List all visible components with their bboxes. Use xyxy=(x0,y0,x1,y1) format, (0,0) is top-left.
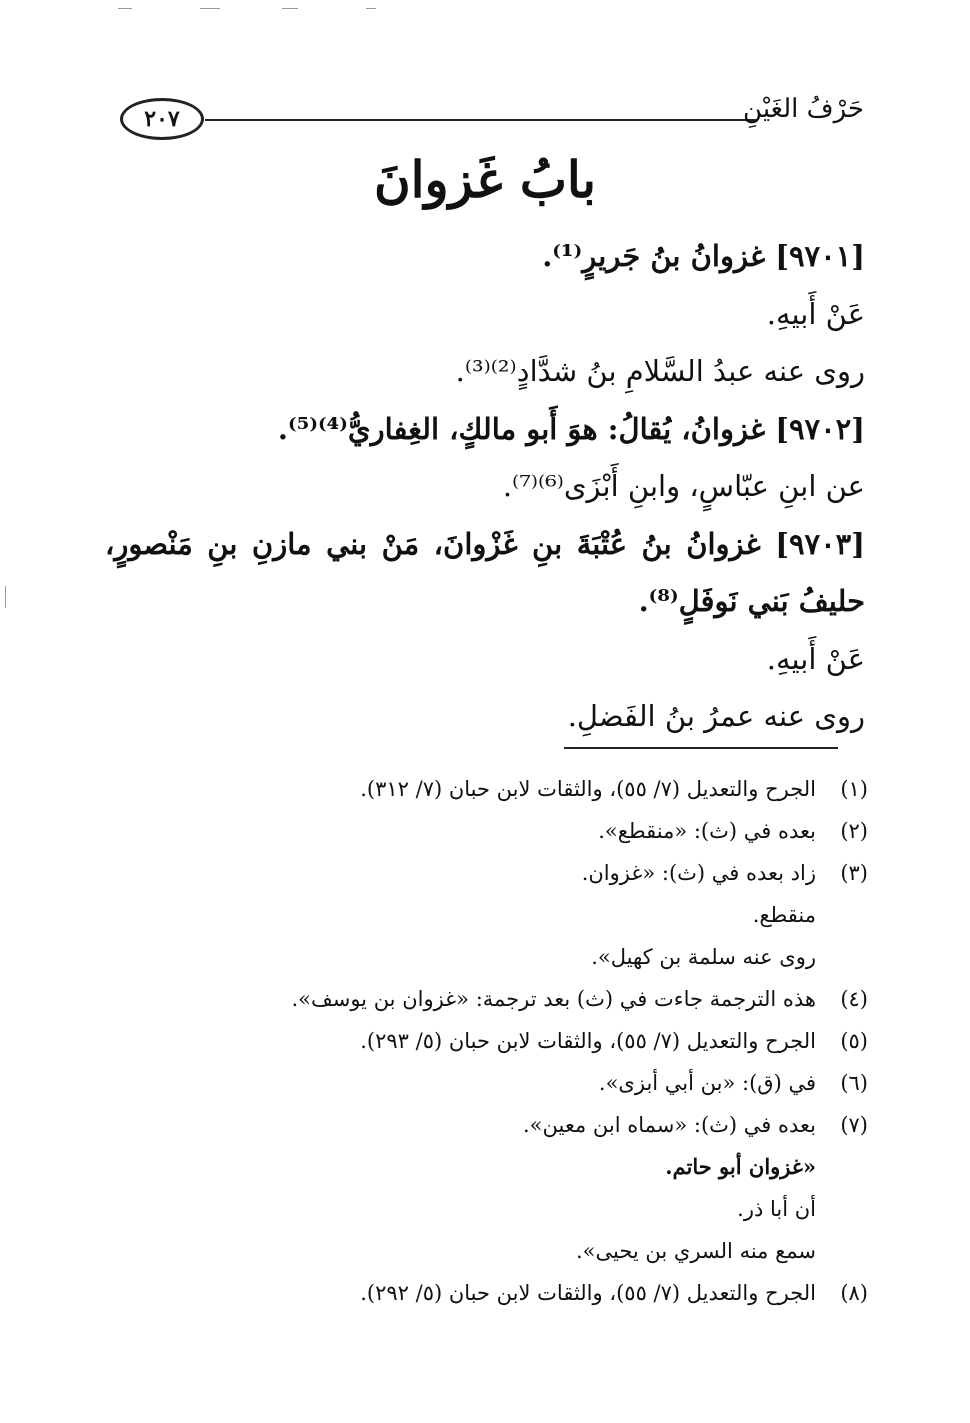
running-title: حَرْفُ الغَيْنِ xyxy=(743,94,864,124)
footnote xyxy=(108,1020,868,1062)
footnote-continuation: روى عنه سلمة بن كهيل». xyxy=(591,945,816,969)
footnote-text: بعده في (ث): «سماه ابن معين». xyxy=(522,1113,816,1137)
footnote-separator xyxy=(564,747,838,749)
header-rule xyxy=(205,119,758,121)
footnote-text: بعده في (ث): «منقطع». xyxy=(598,819,816,843)
footnote-continuation: سمع منه السري بن يحيى». xyxy=(575,1239,816,1263)
footnote xyxy=(108,810,868,852)
footnote-number: (٧) xyxy=(840,1113,868,1137)
footnote xyxy=(108,1062,868,1104)
footnote-text: الجرح والتعديل (٧/ ٥٥)، والثقات لابن حبان (٥/ ٢٩٢). xyxy=(360,1281,816,1305)
entry-heading: [٩٧٠٢] غزوانُ، يُقالُ: هوَ أَبو مالكٍ، الغِفاريُّ⁽⁴⁾⁽⁵⁾. xyxy=(277,411,865,446)
footnote-number: (٦) xyxy=(840,1071,868,1095)
footnote xyxy=(108,768,868,810)
entry-line: عن ابنِ عبّاسٍ، وابنِ أَبْزَى⁽⁶⁾⁽⁷⁾. xyxy=(502,469,865,503)
page-number: ٢٠٧ xyxy=(120,98,204,140)
footnote-text: الجرح والتعديل (٧/ ٥٥)، والثقات لابن حبان (٥/ ٢٩٣). xyxy=(360,1029,816,1053)
footnote-text: هذه الترجمة جاءت في (ث) بعد ترجمة: «غزوان بن يوسف». xyxy=(291,987,816,1011)
footnote xyxy=(108,1272,868,1314)
footnote xyxy=(108,978,868,1020)
entry-heading: [٩٧٠٣] غزوانُ بنُ عُتْبَةَ بنِ غَزْوانَ، مَنْ بني مازنِ بنِ مَنْصورٍ، xyxy=(105,526,865,561)
chapter-title: بابُ غَزوانَ xyxy=(373,150,597,209)
entry-heading: [٩٧٠١] غزوانُ بنُ جَريرٍ⁽¹⁾. xyxy=(542,239,865,273)
entry-line: عَنْ أَبيهِ. xyxy=(766,641,865,676)
scan-artifact-dash xyxy=(282,8,298,9)
main-text xyxy=(105,228,865,746)
scan-artifact-dash xyxy=(118,8,132,9)
footnote-number: (٢) xyxy=(840,819,868,843)
footnote-continuation: «غزوان أبو حاتم. xyxy=(665,1154,816,1179)
footnote-text: زاد بعده في (ث): «غزوان. xyxy=(581,861,816,885)
footnote-text: الجرح والتعديل (٧/ ٥٥)، والثقات لابن حبان (٧/ ٣١٢). xyxy=(360,777,816,801)
footnote xyxy=(108,852,868,894)
entry-line: روى عنه عبدُ السَّلامِ بنُ شدَّادٍ⁽²⁾⁽³⁾. xyxy=(455,354,865,388)
footnotes xyxy=(108,768,868,1314)
footnote-number: (٣) xyxy=(840,861,868,885)
scan-artifact-dash xyxy=(200,8,220,9)
entry-line: روى عنه عمرُ بنُ الفَضلِ. xyxy=(567,699,865,733)
footnote-text: في (ق): «بن أبي أبزى». xyxy=(598,1071,816,1095)
entry-heading-continuation: حليفُ بَني نَوفَلٍ⁽⁸⁾. xyxy=(638,584,865,618)
entry-line: عَنْ أَبيهِ. xyxy=(766,296,865,331)
footnote-number: (١) xyxy=(840,777,868,801)
footnote-continuation: أن أبا ذر. xyxy=(737,1197,816,1221)
footnote-number: (٤) xyxy=(840,987,868,1011)
scan-artifact-tick xyxy=(5,586,6,608)
footnote-number: (٨) xyxy=(840,1281,868,1305)
scan-artifact-dash xyxy=(366,8,376,9)
footnote-number: (٥) xyxy=(840,1029,868,1053)
footnote xyxy=(108,1104,868,1146)
footnote-continuation: منقطع. xyxy=(752,903,816,927)
